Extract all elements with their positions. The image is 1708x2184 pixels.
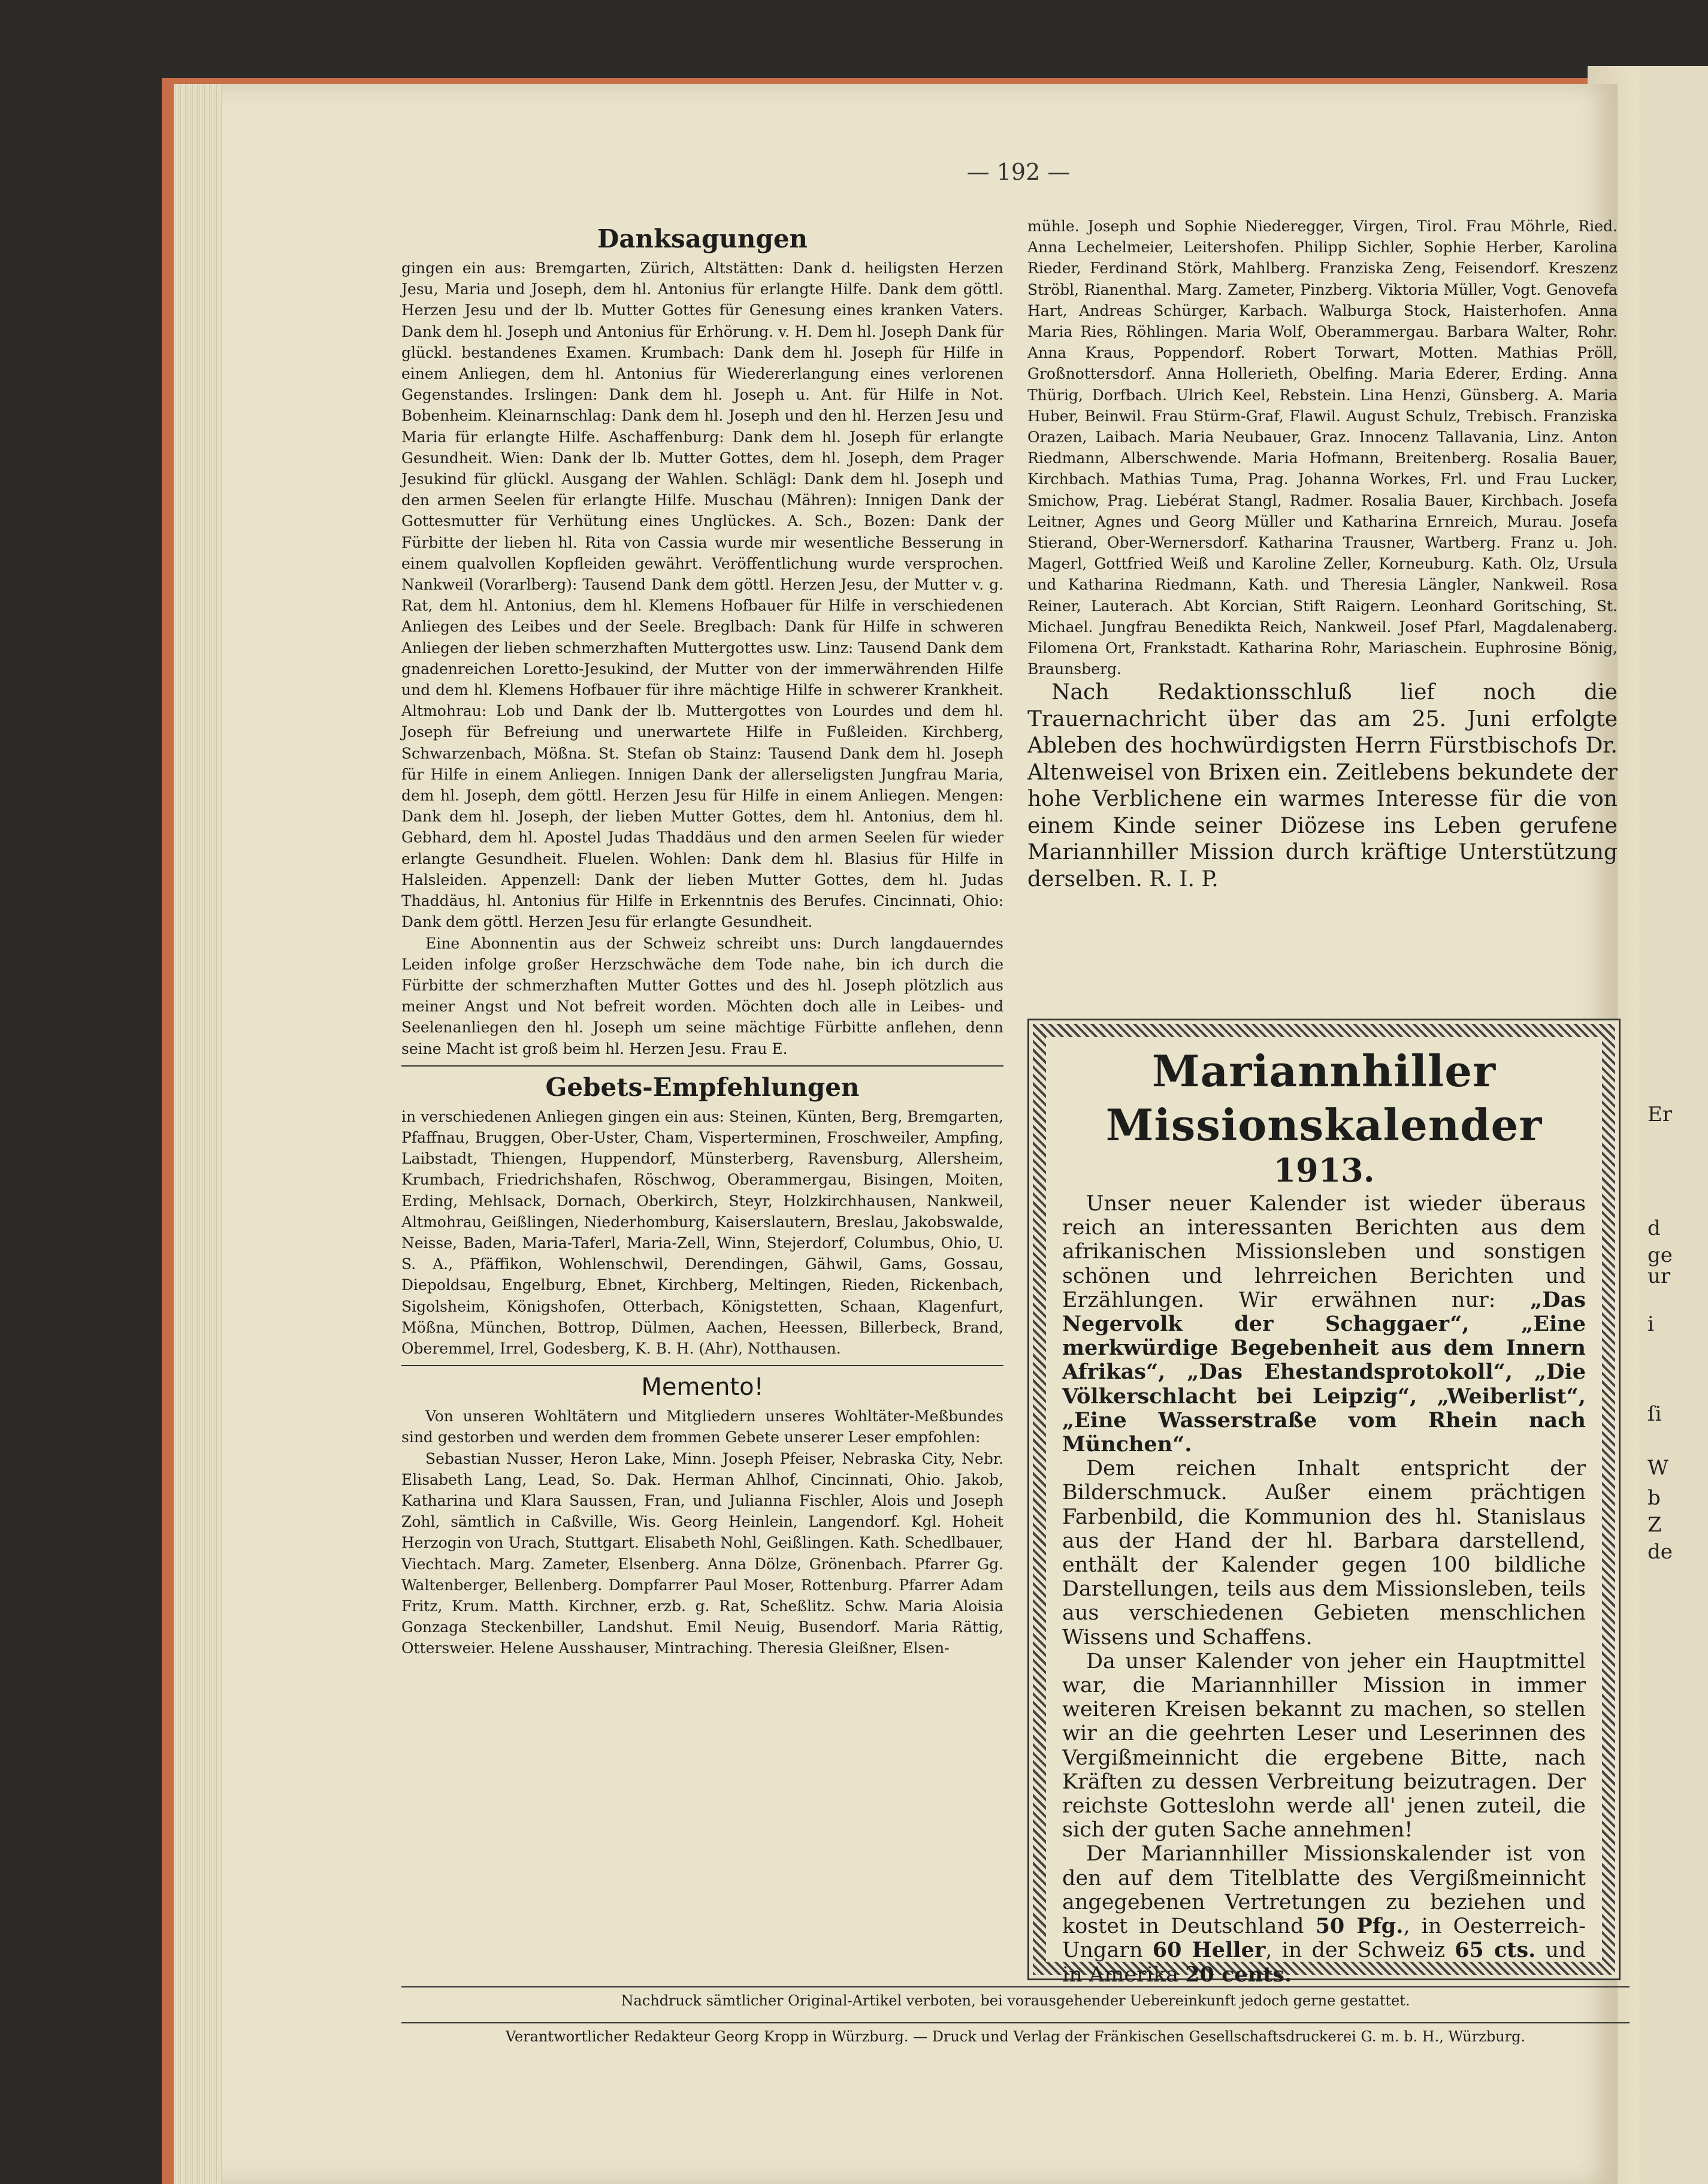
ad-content (1062, 1044, 1586, 1987)
gebets-heading: Gebets-Empfehlungen (545, 1072, 860, 1102)
memento-continued: mühle. Joseph und Sophie Niederegger, Virgen, Tirol. Frau Möhrle, Ried. Anna Lechelmeier, Leitershofen. Philipp Sichler, Sophie Herber, Karolina Rieder, Ferdinand Störk, Mahlberg. Franziska Zeng, Feisendorf. Kreszenz Ströbl, Rianenthal. Marg. Zameter, Pinzberg. Viktoria Müller, Vogt. Genovefa Hart, Andreas Schürger, Karbach. Walburga Stock, Haisterhofen. Anna Maria Ries, Röhlingen. Maria Wolf, Oberammergau. Barbara Walter, Rohr. Anna Kraus, Poppendorf. Robert Torwart, Motten. Mathias Pröll, Großnottersdorf. Anna Hollerieth, Obelfing. Maria Ederer, Erding. Anna Thürig, Dorfbach. Ulrich Keel, Rebstein. Lina Henzi, Günsberg. A. Maria Huber, Beinwil. Frau Stürm-Graf, Flawil. August Schulz, Trebisch. Franziska Orazen, Laibach. Maria Neubauer, Graz. Innocenz Tallavania, Linz. Anton Riedmann, Alberschwende. Maria Hofmann, Breitenberg. Rosalia Bauer, Kirchbach. Mathias Tuma, Prag. Johanna Workes, Frl. und Frau Lucker, Smichow, Prag. Liebérat Stangl, Radmer. Rosalia Bauer, Kirchbach. Josefa Leitner, Agnes und Georg Müller und Katharina Ernreich, Murau. Josefa Stierand, Ober-Wernersdorf. Katharina Trausner, Wartberg. Franz u. Joh. Magerl, Gottfried Weiß und Karoline Zeller, Korneuburg. Kath. Olz, Ursula und Katharina Riedmann, Kath. und Theresia Längler, Nankweil. Rosa Reiner, Lauterach. Abt Korcian, Stift Raigern. Leonhard Goritsching, St. Michael. Jungfrau Benedikta Reich, Nankweil. Josef Pfarl, Magdalenaberg. Filomena Ort, Frankstadt. Katharina Rohr, Mariaschein. Euphrosine Bönig, Braunsberg. (1027, 218, 1618, 678)
ad-story-titles: „Das Negervolk der Schaggaer“, „Eine merkwürdige Begebenheit aus dem Innern Afrikas“, „Das Ehestandsprotokoll“, „Die Völkerschlacht bei Leipzig“, „Weiberlist“, „Eine Wasserstraße vom Rhein nach München“. (1062, 1287, 1586, 1457)
next-page-fragment: ur (1647, 1264, 1671, 1288)
price-germany: 50 Pfg. (1315, 1914, 1404, 1939)
footer-rule (401, 2022, 1630, 2023)
imprint: Verantwortlicher Redakteur Georg Kropp in Würzburg. — Druck und Verlag der Fränkischen Gesellschaftsdruckerei G. m. b. H., Würzburg. (505, 2028, 1526, 2045)
memento-text: Sebastian Nusser, Heron Lake, Minn. Joseph Pfeiser, Nebraska City, Nebr. Elisabeth Lang, Lead, So. Dak. Herman Ahlhof, Cincinnati, Ohio. Jakob, Katharina und Klara Saussen, Fran, und Julianna Fischler, Alois und Joseph Zohl, sämtlich in Caßville, Wis. Georg Heinlein, Langendorf. Kgl. Hoheit Herzogin von Urach, Stuttgart. Elisabeth Nohl, Geißlingen. Kath. Schedlbauer, Viechtach. Marg. Zameter, Elsenberg. Anna Dölze, Grönenbach. Pfarrer Gg. Waltenberger, Bellenberg. Dompfarrer Paul Moser, Rottenburg. Pfarrer Adam Fritz, Krum. Matth. Kirchner, erzb. g. Rat, Scheßlitz. Schw. Maria Aloisia Gonzaga Steckenbiller, Landshut. Emil Neuig, Busendorf. Maria Rättig, Ottersweier. Helene Ausshauser, Mintraching. Theresia Gleißner, Elsen- (401, 1449, 1003, 1657)
next-page-fragment: d (1647, 1216, 1661, 1240)
ad-p4g: und in Amerika (1062, 1938, 1586, 1987)
memento-heading: Memento! (641, 1373, 764, 1401)
reprint-notice: Nachdruck sämtlicher Original-Artikel verboten, bei vorausgehender Uebereinkunft jedoch gerne gestattet. (621, 1992, 1410, 2009)
obituary-notice: Nach Redaktionsschluß lief noch die Trauernachricht über das am 25. Juni erfolgte Ableben des hochwürdigsten Herrn Fürstbischofs Dr. Altenweisel von Brixen ein. Zeitlebens bekundete der hohe Verblichene ein warmes Interesse für die von einem Kinde seiner Diözese ins Leben gerufene Mariannhiller Mission durch kräftige Unterstützung derselben. R. I. P. (1027, 680, 1618, 892)
memento-intro: Von unseren Wohltätern und Mitgliedern unseres Wohltäter-Meßbundes sind gestorben und werden dem frommen Gebete unserer Leser empfohlen: (401, 1407, 1003, 1446)
next-page-fragment: Er (1647, 1102, 1673, 1126)
next-page-fragment: Z (1647, 1513, 1662, 1537)
next-page-strip (1642, 66, 1708, 2184)
price-switzerland: 65 cts. (1455, 1938, 1536, 1963)
ad-p2: Dem reichen Inhalt entspricht der Bilderschmuck. Außer einem prächtigen Farbenbild, die Kommunion des hl. Stanislaus aus der Hand der hl. Barbara darstellend, enthält der Kalender gegen 100 bildliche Darstellungen, teils aus dem Missionsleben, teils aus verschiedenen Gebieten menschlichen Wissens und Schaffens. (1062, 1457, 1586, 1650)
right-column (1027, 216, 1618, 893)
dank-heading: Danksagungen (597, 224, 808, 253)
page-number: — 192 — (966, 159, 1071, 185)
ad-p4a: Der Mariannhiller Missionskalender ist von den auf dem Titelblatte des Vergißmeinnicht angegebenen Vertretungen zu beziehen und kostet in Deutschland (1062, 1842, 1586, 1939)
page-edges (174, 84, 222, 2184)
price-austria: 60 Heller (1152, 1938, 1266, 1963)
footer-rule (401, 1986, 1630, 1987)
next-page-fragment: ſi (1647, 1402, 1662, 1426)
left-column (401, 220, 1003, 1659)
ad-prices-paragraph (1062, 1842, 1586, 1986)
dank-letter: Eine Abonnentin aus der Schweiz schreibt uns: Durch langdauerndes Leiden infolge großer Herzschwäche dem Tode nahe, bin ich durch die Fürbitte der schmerzhaften Mutter Gottes und des hl. Joseph plötzlich aus meiner Angst und Not befreit worden. Möchten doch alle in Leibes- und Seelenanliegen den hl. Joseph um seine mächtige Fürbitte anflehen, denn seine Macht ist groß beim hl. Herzen Jesu. Frau E. (401, 934, 1003, 1058)
section-rule (401, 1065, 1003, 1067)
next-page-fragment: W (1647, 1456, 1668, 1480)
ad-p4e: , in der Schweiz (1265, 1938, 1445, 1963)
calendar-advertisement (1027, 1019, 1621, 1987)
ad-p1: Unser neuer Kalender ist wieder überaus reich an interessanten Berichten aus dem afrikanischen Missionsleben und sonstigen schönen und lehrreichen Berichten und Erzählungen. Wir erwähnen nur: (1062, 1192, 1586, 1312)
next-page-fragment: ge (1647, 1243, 1673, 1267)
ad-p4c: , in Oesterreich-Ungarn (1062, 1914, 1586, 1963)
gebets-text: in verschiedenen Anliegen gingen ein aus: Steinen, Künten, Berg, Bremgarten, Pfaffnau, Bruggen, Ober-Uster, Cham, Visperterminen, Froschweiler, Ampfing, Laibstadt, Thiengen, Huppendorf, Münsterberg, Ravensburg, Allersheim, Krumbach, Friedrichshafen, Röschwog, Oberammergau, Bisingen, Moiten, Erding, Mehlsack, Dornach, Oberkirch, Steyr, Holzkirchhausen, Nankweil, Altmohrau, Geißlingen, Niederhomburg, Kaiserslautern, Breslau, Jakobswalde, Neisse, Baden, Maria-Taferl, Maria-Zell, Winn, Stejerdorf, Columbus, Ohio, U. S. A., Pfäffikon, Wohlenschwil, Derendingen, Gähwil, Gams, Gossau, Diepoldsau, Engelburg, Ebnet, Kirchberg, Meltingen, Rieden, Rickenbach, Sigolsheim, Königshofen, Otterbach, Königstetten, Schaan, Klagenfurt, Mößna, München, Bottrop, Dülmen, Aachen, Heessen, Billerbeck, Brand, Oberemmel, Irrel, Godesberg, K. B. H. (Ahr), Notthausen. (401, 1107, 1003, 1357)
next-page-fragment: b (1647, 1486, 1661, 1510)
section-rule (401, 1365, 1003, 1366)
price-america: 20 cents. (1185, 1962, 1292, 1987)
next-page-fragment: de (1647, 1540, 1673, 1564)
ad-year: 1913. (1273, 1151, 1375, 1189)
ad-paragraph (1062, 1192, 1586, 1457)
ad-p3: Da unser Kalender von jeher ein Hauptmittel war, die Mariannhiller Mission in immer weiteren Kreisen bekannt zu machen, so stellen wir an die geehrten Leser und Leserinnen des Vergißmeinnicht die ergebene Bitte, nach Kräften zu dessen Verbreitung beizutragen. Der reichste Gotteslohn werde all' jenen zuteil, die sich der guten Sache annehmen! (1062, 1649, 1586, 1842)
dank-text: gingen ein aus: Bremgarten, Zürich, Altstätten: Dank d. heiligsten Herzen Jesu, Maria und Joseph, dem hl. Antonius für erlangte Hilfe. Dank dem göttl. Herzen Jesu und der lb. Mutter Gottes für Genesung eines kranken Vaters. Dank dem hl. Joseph und Antonius für Erhörung. v. H. Dem hl. Joseph Dank für glückl. bestandenes Examen. Krumbach: Dank dem hl. Joseph für Hilfe in einem Anliegen, dem hl. Antonius für Wiedererlangung eines verlorenen Gegenstandes. Irslingen: Dank dem hl. Joseph u. Ant. für Hilfe in Not. Bobenheim. Kleinarnschlag: Dank dem hl. Joseph und den hl. Herzen Jesu und Maria für erlangte Hilfe. Aschaffenburg: Dank dem hl. Joseph für erlangte Gesundheit. Wien: Dank der lb. Mutter Gottes, dem hl. Joseph, dem Prager Jesukind für glückl. Ausgang der Wahlen. Schlägl: Dank dem hl. Joseph und den armen Seelen für erlangte Hilfe. Muschau (Mähren): Innigen Dank der Gottesmutter für Verhütung eines Unglückes. A. Sch., Bozen: Dank der Fürbitte der lieben hl. Rita von Cassia wurde mir wesentliche Besserung in einem qualvollen Kopfleiden gewährt. Veröffentlichung wurde versprochen. Nankweil (Vorarlberg): Tausend Dank dem göttl. Herzen Jesu, der Mutter v. g. Rat, dem hl. Antonius, dem hl. Klemens Hofbauer für Hilfe in verschiedenen Anliegen des Leibes und der Seele. Breglbach: Dank für Hilfe in schweren Anliegen der lieben schmerzhaften Muttergottes usw. Linz: Tausend Dank dem gnadenreichen Loretto-Jesukind, der Mutter von der immerwährenden Hilfe und dem hl. Klemens Hofbauer für ihre mächtige Hilfe in schwerer Krankheit. Altmohrau: Lob und Dank der lb. Muttergottes von Lourdes und dem hl. Joseph für Befreiung und unerwartete Hilfe in Fußleiden. Kirchberg, Schwarzenbach, Mößna. St. Stefan ob Stainz: Tausend Dank dem hl. Joseph für Hilfe in einem Anliegen. Innigen Dank der allerseligsten Jungfrau Maria, dem hl. Joseph, dem göttl. Herzen Jesu für Hilfe in einem Anliegen. Mengen: Dank dem hl. Joseph, der lieben Mutter Gottes, dem hl. Antonius, dem hl. Gebhard, dem hl. Apostel Judas Thaddäus und den armen Seelen für wieder erlangte Gesundheit. Fluelen. Wohlen: Dank dem hl. Blasius für Hilfe in Halsleiden. Appenzell: Dank der lieben Mutter Gottes, dem hl. Judas Thaddäus, hl. Antonius für Hilfe in Erkenntnis des Berufes. Cincinnati, Ohio: Dank dem göttl. Herzen Jesu für erlangte Gesundheit. (401, 259, 1003, 931)
next-page-fragment: i (1647, 1312, 1654, 1336)
ad-title: Mariannhiller Missionskalender (1105, 1046, 1543, 1150)
